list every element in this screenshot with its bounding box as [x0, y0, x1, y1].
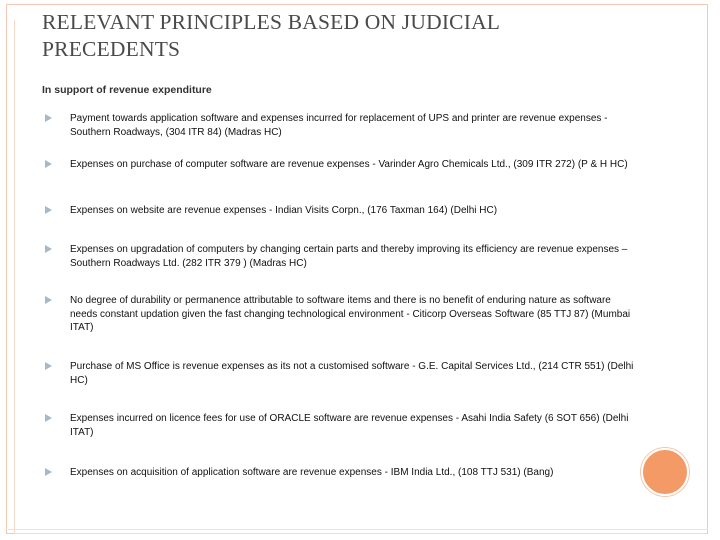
arrow-bullet-icon	[45, 206, 52, 214]
slide-title: RELEVANT PRINCIPLES BASED ON JUDICIAL PRECEDENTS	[42, 10, 500, 61]
slide-inner-border	[14, 20, 706, 534]
list-item-text: No degree of durability or permanence attributable to software items and there is no benefit of enduring nature as software needs constant updation given the fast changing technological environment - Citicorp Overseas Software (85 TTJ 87) (Mumbai ITAT)	[70, 295, 631, 333]
list-item-text: Expenses on purchase of computer software are revenue expenses - Varinder Agro Chemicals Ltd., (309 ITR 272) (P & H HC)	[70, 159, 628, 170]
list-item-text: Expenses on upgradation of computers by changing certain parts and thereby improving its efficiency are revenue expenses – Southern Roadways Ltd. (282 ITR 379 ) (Madras HC)	[70, 244, 628, 269]
bottom-rule	[8, 529, 708, 530]
decorative-circle	[641, 448, 689, 496]
arrow-bullet-icon	[45, 468, 52, 476]
arrow-bullet-icon	[45, 245, 52, 253]
list-item-text: Expenses on acquisition of application software are revenue expenses - IBM India Ltd., (108 TTJ 531) (Bang)	[70, 467, 554, 478]
arrow-bullet-icon	[45, 362, 52, 370]
list-item-text: Expenses on website are revenue expenses - Indian Visits Corpn., (176 Taxman 164) (Delhi HC)	[70, 205, 498, 216]
arrow-bullet-icon	[45, 414, 52, 422]
arrow-bullet-icon	[45, 114, 52, 122]
list-item-text: Payment towards application software and expenses incurred for replacement of UPS and printer are revenue expenses - Southern Roadways, (304 ITR 84) (Madras HC)	[70, 113, 608, 138]
list-item-text: Expenses incurred on licence fees for use of ORACLE software are revenue expenses - Asahi India Safety (6 SOT 656) (Delhi ITAT)	[70, 413, 629, 438]
arrow-bullet-icon	[45, 160, 52, 168]
slide-subtitle: In support of revenue expenditure	[42, 84, 212, 96]
list-item-text: Purchase of MS Office is revenue expenses as its not a customised software - G.E. Capital Services Ltd., (214 CTR 551) (Delhi HC)	[70, 361, 634, 386]
arrow-bullet-icon	[45, 296, 52, 304]
